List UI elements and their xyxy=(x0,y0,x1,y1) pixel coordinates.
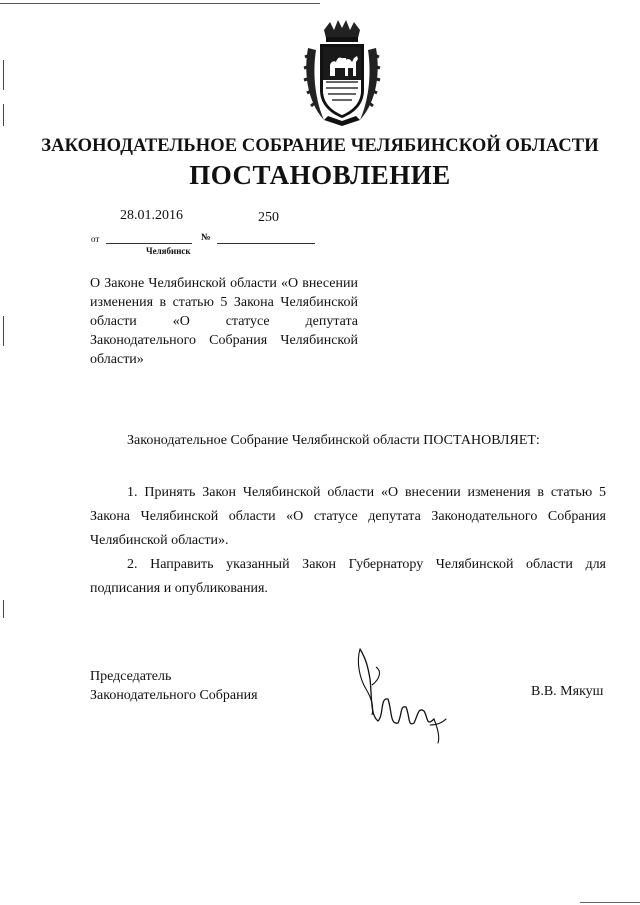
decree-paragraph: 1. Принять Закон Челябинской области «О внесении изменения в статью 5 Закона Челябинской области «О статусе депутата Законодательного Собрания Челябинской области». xyxy=(90,485,606,548)
signer-position xyxy=(90,667,258,705)
scan-margin-mark xyxy=(3,104,4,126)
decree-paragraph: 2. Направить указанный Закон Губернатору Челябинской области для подписания и опубликования. xyxy=(90,557,606,596)
signer-position-line: Председатель xyxy=(90,669,172,684)
scan-margin-mark xyxy=(3,60,4,90)
document-subject: О Законе Челябинской области «О внесении изменения в статью 5 Закона Челябинской области «О статусе депутата Законодательного Собрания Челябинской области» xyxy=(90,276,358,367)
signer-position-line: Законодательного Собрания xyxy=(90,688,258,703)
document-date: 28.01.2016 xyxy=(120,208,183,223)
decree-lead: Законодательное Собрание Челябинской области ПОСТАНОВЛЯЕТ: xyxy=(127,433,540,448)
scan-edge-line xyxy=(580,902,640,903)
organization-name: ЗАКОНОДАТЕЛЬНОЕ СОБРАНИЕ ЧЕЛЯБИНСКОЙ ОБЛАСТИ xyxy=(41,136,599,156)
document-type: ПОСТАНОВЛЕНИЕ xyxy=(189,160,451,190)
signer-name: В.В. Мякуш xyxy=(531,684,604,699)
scan-edge-line xyxy=(0,3,320,4)
scan-margin-mark xyxy=(3,316,4,346)
handwritten-signature-icon xyxy=(352,645,462,745)
city-label: Челябинск xyxy=(146,246,191,256)
number-label: № xyxy=(201,233,211,243)
number-underline xyxy=(217,243,315,244)
date-underline xyxy=(106,243,192,244)
scan-margin-mark xyxy=(3,600,4,618)
chelyabinsk-coat-of-arms-icon xyxy=(302,20,382,128)
from-label: от xyxy=(91,234,100,244)
document-number: 250 xyxy=(258,210,279,225)
